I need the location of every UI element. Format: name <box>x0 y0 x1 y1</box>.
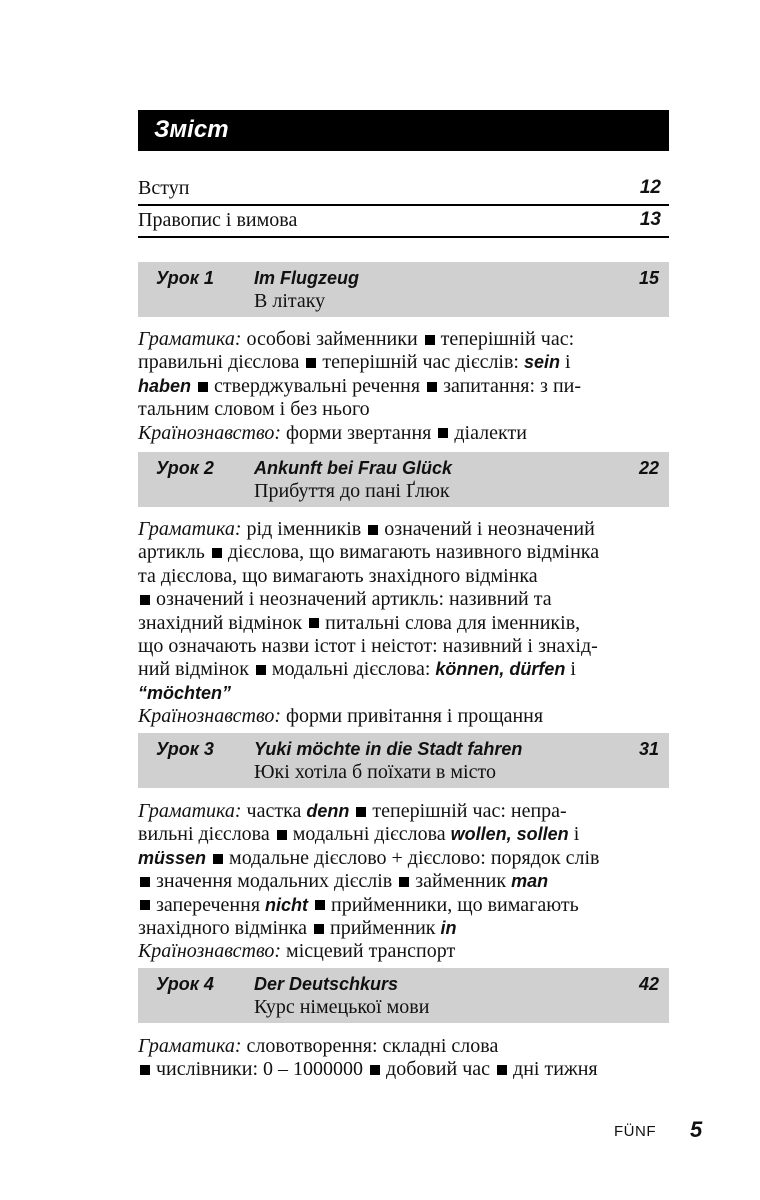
grammar-text: теперішній час дієслів: <box>322 351 519 374</box>
toc-page: 12 <box>639 177 661 198</box>
grammar-text: прийменник <box>330 916 436 939</box>
keyword: können, dürfen <box>435 659 566 680</box>
grammar-label: Граматика: <box>138 518 242 540</box>
square-bullet-icon <box>368 525 378 535</box>
grammar-label: Граматика: <box>138 1035 242 1057</box>
grammar-text: дні тижня <box>513 1058 598 1081</box>
lesson-title-uk: Юкі хотіла б поїхати в місто <box>254 761 496 783</box>
grammar-text: та дієслова, що вимагають знахідного відмінка <box>138 564 538 587</box>
grammar-text: модальні дієслова <box>292 823 446 846</box>
grammar-text: словотворення: складні слова <box>246 1035 499 1057</box>
toc-row-spelling[interactable] <box>138 205 669 238</box>
grammar-text: дієслова, що вимагають називного відмінка <box>227 541 600 564</box>
square-bullet-icon <box>425 335 435 345</box>
grammar-label: Граматика: <box>138 800 242 822</box>
square-bullet-icon <box>213 854 223 864</box>
grammar-text: що означають назви істот і неістот: називний і знахід- <box>138 634 598 657</box>
square-bullet-icon <box>140 900 150 910</box>
grammar-text: заперечення <box>156 893 261 916</box>
square-bullet-icon <box>315 900 325 910</box>
lesson-title-de: Ankunft bei Frau Glück <box>254 458 453 478</box>
toc-page: 13 <box>639 209 661 230</box>
square-bullet-icon <box>306 358 316 368</box>
lesson-page: 22 <box>638 458 659 478</box>
keyword: denn <box>306 801 350 821</box>
lesson-2-body <box>138 518 673 729</box>
toc-title: Вступ <box>138 177 190 199</box>
grammar-text: і <box>570 658 576 681</box>
grammar-text: теперішній час: непра- <box>372 800 567 822</box>
grammar-label: Граматика: <box>138 328 242 350</box>
footer-page-word: FÜNF <box>614 1123 656 1140</box>
lesson-title-de: Der Deutschkurs <box>254 974 399 994</box>
lesson-1-header[interactable] <box>138 262 669 317</box>
keyword: wollen, sollen <box>450 824 569 845</box>
lesson-number: Урок 4 <box>156 974 214 994</box>
keyword: in <box>440 917 457 938</box>
grammar-text: запитання: з пи- <box>443 374 582 397</box>
lesson-title-uk: Курс німецької мови <box>254 996 430 1018</box>
grammar-text: знахідний відмінок <box>138 611 303 634</box>
square-bullet-icon <box>140 1065 150 1075</box>
grammar-text: ний відмінок <box>138 658 249 681</box>
square-bullet-icon <box>399 877 409 887</box>
keyword: man <box>511 871 549 892</box>
lesson-title-de: Im Flugzeug <box>254 268 359 288</box>
lesson-page: 15 <box>638 268 659 288</box>
square-bullet-icon <box>438 428 448 438</box>
square-bullet-icon <box>212 548 222 558</box>
lesson-1-body <box>138 328 673 445</box>
square-bullet-icon <box>256 665 266 675</box>
grammar-text: вильні дієслова <box>138 823 270 846</box>
square-bullet-icon <box>309 618 319 628</box>
lesson-page: 31 <box>638 739 659 759</box>
grammar-text: прийменники, що вимагають <box>331 893 579 916</box>
square-bullet-icon <box>277 830 287 840</box>
square-bullet-icon <box>356 807 366 817</box>
culture-text: форми звертання <box>286 421 432 444</box>
lesson-number: Урок 1 <box>156 268 214 288</box>
culture-text: місцевий транспорт <box>286 940 456 963</box>
keyword: müssen <box>138 847 207 868</box>
grammar-text: знахідного відмінка <box>138 916 308 939</box>
culture-text: форми привітання і прощання <box>286 705 544 728</box>
square-bullet-icon <box>370 1065 380 1075</box>
grammar-text: стверджувальні речення <box>214 374 421 397</box>
lesson-page: 42 <box>638 974 659 994</box>
square-bullet-icon <box>140 595 150 605</box>
grammar-text: частка <box>246 800 302 822</box>
grammar-text: займенник <box>415 870 507 893</box>
square-bullet-icon <box>427 382 437 392</box>
grammar-text: тальним словом і без нього <box>138 398 370 421</box>
grammar-text: питальні слова для іменників, <box>325 611 581 634</box>
grammar-text: і <box>573 823 580 846</box>
keyword: sein <box>524 352 561 373</box>
square-bullet-icon <box>497 1065 507 1075</box>
grammar-text: правильні дієслова <box>138 351 300 374</box>
grammar-text: артикль <box>138 541 205 564</box>
lesson-title-de: Yuki möchte in die Stadt fahren <box>254 739 523 759</box>
grammar-text: означений і неозначений <box>384 518 595 540</box>
culture-label: Країнознавство: <box>138 421 282 444</box>
square-bullet-icon <box>314 924 324 934</box>
culture-label: Країнознавство: <box>138 705 282 728</box>
footer-page-number: 5 <box>690 1117 703 1142</box>
square-bullet-icon <box>198 382 208 392</box>
grammar-text: рід іменників <box>246 518 362 540</box>
grammar-text: значення модальних дієслів <box>156 870 393 893</box>
grammar-text: теперішній час: <box>440 328 575 350</box>
lesson-number: Урок 3 <box>156 739 214 759</box>
lesson-4-body <box>138 1035 673 1082</box>
toc-row-intro[interactable] <box>138 173 669 206</box>
culture-label: Країнознавство: <box>138 940 282 963</box>
lesson-title-uk: Прибуття до пані Ґлюк <box>254 480 450 502</box>
toc-title: Правопис і вимова <box>138 209 298 231</box>
lesson-4-header[interactable] <box>138 968 669 1023</box>
page-title: Зміст <box>154 116 229 143</box>
grammar-text: модальне дієслово + дієслово: порядок слів <box>229 846 600 869</box>
keyword: nicht <box>265 894 309 915</box>
grammar-text: добовий час <box>386 1058 491 1081</box>
lesson-2-header[interactable] <box>138 452 669 507</box>
grammar-text: означений і неозначений артикль: називний та <box>156 588 552 611</box>
lesson-number: Урок 2 <box>156 458 214 478</box>
grammar-text: модальні дієслова: <box>271 658 431 681</box>
grammar-text: особові займенники <box>246 328 418 350</box>
culture-text: діалекти <box>454 421 527 444</box>
contents-heading-bar <box>138 110 669 151</box>
lesson-title-uk: В літаку <box>254 290 326 312</box>
keyword: “möchten” <box>138 682 232 703</box>
grammar-text: і <box>565 351 571 374</box>
square-bullet-icon <box>140 877 150 887</box>
lesson-3-body <box>138 800 673 964</box>
lesson-3-header[interactable] <box>138 733 669 788</box>
grammar-text: числівники: 0 – 1000000 <box>156 1058 364 1081</box>
keyword: haben <box>138 375 192 396</box>
